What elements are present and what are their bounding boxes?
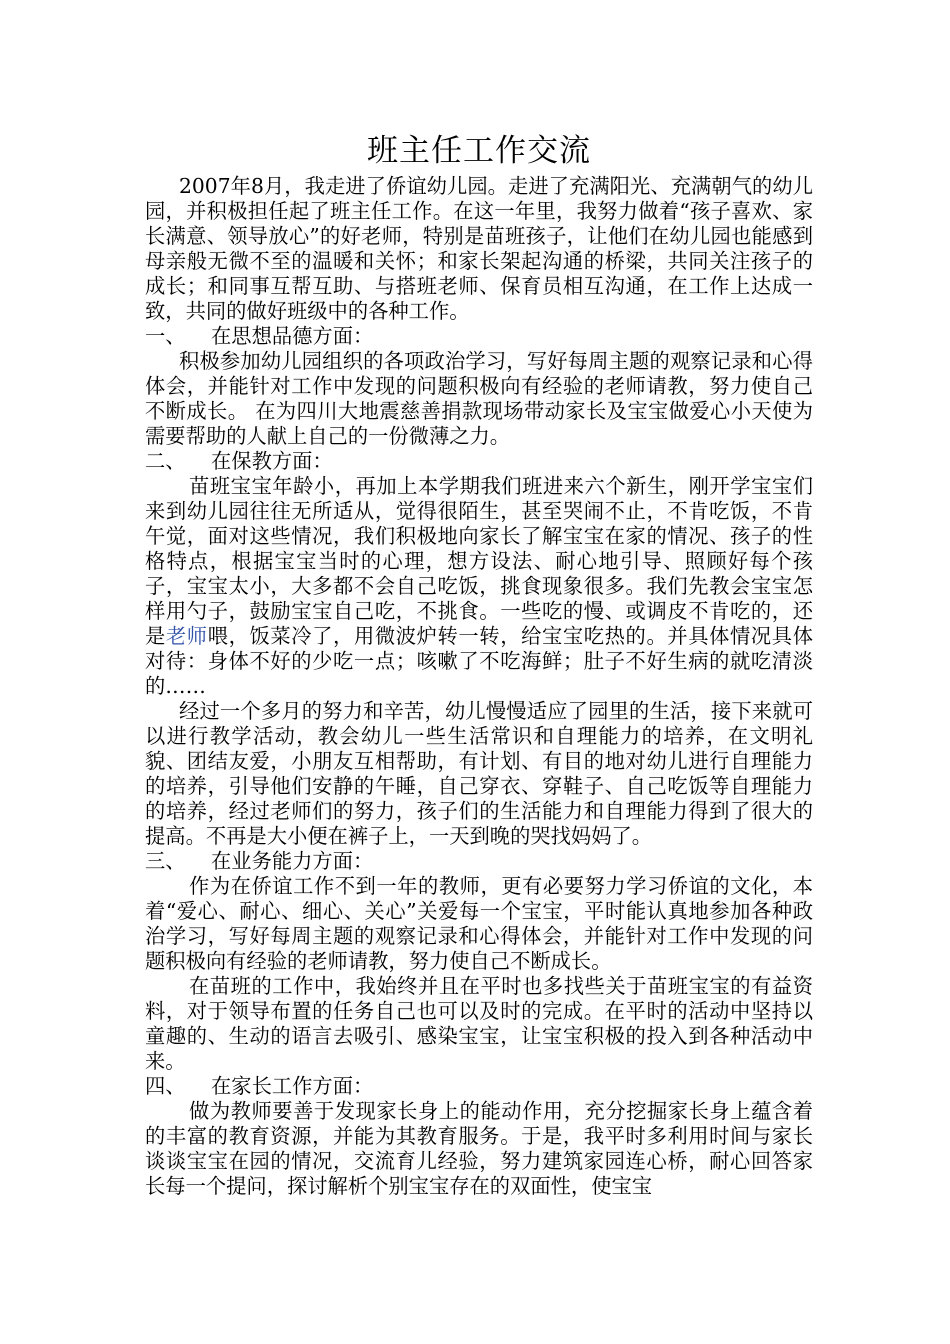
section-number: 二、 (145, 449, 186, 473)
section-heading-text: 在思想品德方面： (211, 324, 374, 348)
section-heading-text: 在家长工作方面： (211, 1074, 374, 1098)
teacher-link[interactable]: 老师 (165, 624, 208, 648)
section-heading-text: 在保教方面： (211, 449, 333, 473)
section2-paragraph-1 (145, 474, 813, 699)
paragraph-text: 苗班宝宝年龄小，再加上本学期我们班进来六个新生，刚开学宝宝们来到幼儿园往往无所适从，觉得很陌生，甚至哭闹不止，不肯吃饭，不肯午觉，面对这些情况，我们积极地向家长了解宝宝在家的情况、孩子的性格特点，根据宝宝当时的心理，想方设法、耐心地引导、照顾好每个孩子，宝宝太小，大多都不会自己吃饭，挑食现象很多。我们先教会宝宝怎样用勺子，鼓励宝宝自己吃，不挑食。一些吃的慢、或调皮不肯吃的，还是 (145, 474, 813, 648)
intro-paragraph: 2007年8月，我走进了侨谊幼儿园。走进了充满阳光、充满朝气的幼儿园，并积极担任起了班主任工作。在这一年里，我努力做着“孩子喜欢、家长满意、领导放心”的好老师，特别是苗班孩子，让他们在幼儿园也能感到母亲般无微不至的温暖和关怀；和家长架起沟通的桥梁，共同关注孩子的成长；和同事互帮互助、与搭班老师、保育员相互沟通，在工作上达成一致，共同的做好班级中的各种工作。 (145, 174, 813, 323)
section-heading-1 (145, 324, 813, 349)
section-heading-4 (145, 1074, 813, 1099)
section3-paragraph-2: 在苗班的工作中，我始终并且在平时也多找些关于苗班宝宝的有益资料，对于领导布置的任务自己也可以及时的完成。在平时的活动中坚持以童趣的、生动的语言去吸引、感染宝宝，让宝宝积极的投入到各种活动中来。 (145, 974, 813, 1073)
section-heading-3 (145, 849, 813, 874)
section1-paragraph-1: 积极参加幼儿园组织的各项政治学习，写好每周主题的观察记录和心得体会，并能针对工作中发现的问题积极向有经验的老师请教，努力使自己不断成长。 在为四川大地震慈善捐款现场带动家长及宝宝做爱心小天使为需要帮助的人献上自己的一份微薄之力。 (145, 349, 813, 448)
section-number: 四、 (145, 1074, 186, 1098)
section2-paragraph-2: 经过一个多月的努力和辛苦，幼儿慢慢适应了园里的生活，接下来就可以进行教学活动，教会幼儿一些生活常识和自理能力的培养，在文明礼貌、团结友爱，小朋友互相帮助，有计划、有目的地对幼儿进行自理能力的培养，引导他们安静的午睡，自己穿衣、穿鞋子、自己吃饭等自理能力的培养，经过老师们的努力，孩子们的生活能力和自理能力得到了很大的提高。不再是大小便在裤子上，一天到晚的哭找妈妈了。 (145, 699, 813, 848)
section3-paragraph-1: 作为在侨谊工作不到一年的教师，更有必要努力学习侨谊的文化，本着“爱心、耐心、细心、关心”关爱每一个宝宝，平时能认真地参加各种政治学习，写好每周主题的观察记录和心得体会，并能针对工作中发现的问题积极向有经验的老师请教，努力使自己不断成长。 (145, 874, 813, 973)
section-number: 三、 (145, 849, 186, 873)
document-title: 班主任工作交流 (367, 133, 591, 169)
paragraph-text: 喂，饭菜冷了，用微波炉转一转，给宝宝吃热的。并具体情况具体对待：身体不好的少吃一点；咳嗽了不吃海鲜；肚子不好生病的就吃清淡的…… (145, 624, 813, 698)
section-number: 一、 (145, 324, 186, 348)
section-heading-2 (145, 449, 813, 474)
section-heading-text: 在业务能力方面： (211, 849, 374, 873)
section4-paragraph-1: 做为教师要善于发现家长身上的能动作用，充分挖掘家长身上蕴含着的丰富的教育资源，并能为其教育服务。于是，我平时多利用时间与家长谈谈宝宝在园的情况，交流育儿经验，努力建筑家园连心桥，耐心回答家长每一个提问，探讨解析个别宝宝存在的双面性，使宝宝 (145, 1099, 813, 1198)
document-page (145, 128, 813, 1199)
